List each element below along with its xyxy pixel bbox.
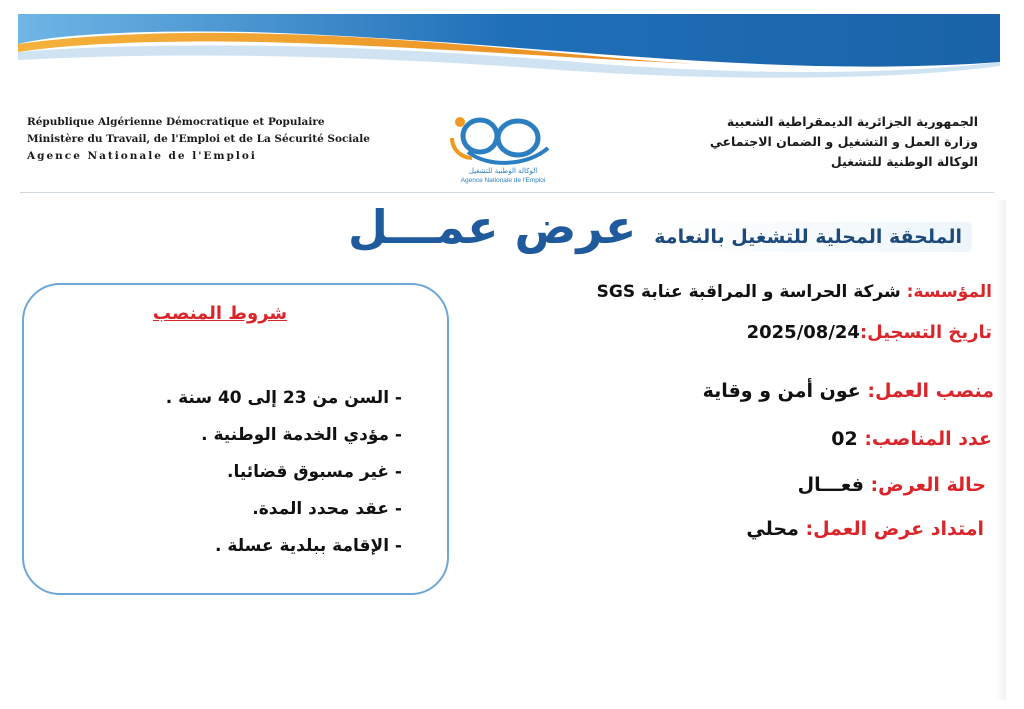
header-fr-line-2: Ministère du Travail, de l'Emploi et de La Sécurité Sociale <box>27 133 370 145</box>
post-label: منصب العمل: <box>867 380 994 402</box>
date-label: تاريخ التسجيل: <box>859 322 992 343</box>
conditions-list <box>82 385 402 570</box>
status-value: فعـــال <box>797 474 871 496</box>
post-value: عون أمن و وقاية <box>702 380 868 402</box>
header-ar-line-3: الوكالة الوطنية للتشغيل <box>830 154 978 169</box>
extent-label: امتداد عرض العمل: <box>805 518 984 540</box>
header-french <box>27 114 407 165</box>
institution-value: شركة الحراسة و المراقبة عنابة SGS <box>596 282 907 302</box>
extent-value: محلي <box>746 518 806 540</box>
conditions-title: شروط المنصب <box>152 303 288 324</box>
header-fr-line-3: Agence Nationale de l'Emploi <box>27 150 257 162</box>
field-job-post <box>703 380 994 402</box>
field-positions-count <box>831 428 992 450</box>
condition-item: - مؤدي الخدمة الوطنية . <box>201 425 402 445</box>
date-value: 2025/08/24 <box>746 322 860 343</box>
condition-item: - السن من 23 إلى 40 سنة . <box>165 388 402 408</box>
condition-item: - الإقامة ببلدية عسلة . <box>215 536 402 556</box>
page-edge-shadow <box>996 200 1006 700</box>
field-registration-date <box>747 322 992 343</box>
agency-branch-name: الملحقة المحلية للتشغيل بالنعامة <box>644 222 972 252</box>
header-ar-line-1: الجمهورية الجزائرية الديمقراطية الشعبية <box>726 114 978 129</box>
field-institution <box>597 282 992 302</box>
status-label: حالة العرض: <box>870 474 986 496</box>
logo-caption-french: Agence Nationale de l'Emploi <box>460 177 546 184</box>
header-arabic <box>578 112 978 172</box>
offer-title: عرض عمـــل <box>348 200 637 254</box>
header-ar-line-2: وزارة العمل و التشغيل و الضمان الاجتماعي <box>709 134 978 149</box>
header-wave-banner <box>0 0 1024 110</box>
condition-item: - عقد محدد المدة. <box>252 499 402 519</box>
header-divider <box>20 192 994 193</box>
count-label: عدد المناصب: <box>864 428 992 450</box>
count-value: 02 <box>831 428 865 450</box>
logo-caption-arabic: الوكالة الوطنية للتشغيل <box>468 167 538 175</box>
header-fr-line-1: République Algérienne Démocratique et Populaire <box>27 116 325 128</box>
condition-item: - غير مسبوق قضائيا. <box>227 462 402 482</box>
field-offer-extent <box>746 518 984 540</box>
institution-label: المؤسسة: <box>906 282 992 302</box>
field-offer-status <box>798 474 986 496</box>
